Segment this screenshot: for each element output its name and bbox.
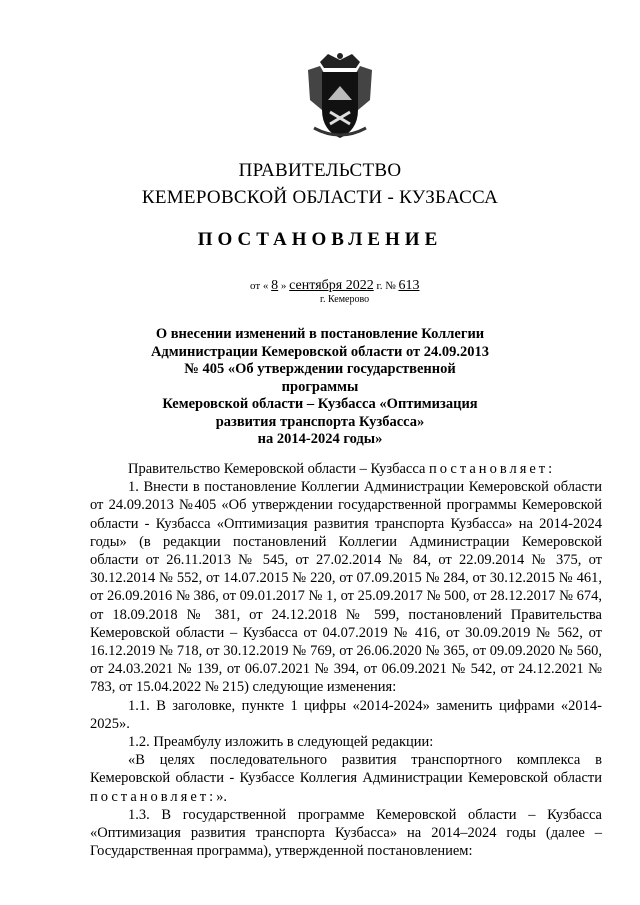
clause-1-2: 1.2. Преамбулу изложить в следующей редакции: — [128, 734, 434, 751]
clause-1-1: 1.1. В заголовке, пункте 1 цифры «2014-2024» заменить цифрами «2014-2025». — [90, 697, 602, 732]
document-type: ПОСТАНОВЛЕНИЕ — [197, 229, 443, 250]
document-month-year: сентября 2022 — [289, 278, 374, 293]
clause-1-3: 1.3. В государственной программе Кемеровской области – Кузбасса «Оптимизация развития транспорта Кузбасса» на 2014–2024 годы (далее – Государственная программа), утвержденной постановлением: — [90, 806, 602, 860]
document-dateline: от « 8 » сентября 2022 г. № 613 — [250, 278, 420, 293]
government-name-line1: ПРАВИТЕЛЬСТВО — [238, 160, 402, 181]
government-name-line2: КЕМЕРОВСКОЙ ОБЛАСТИ - КУЗБАССА — [141, 187, 499, 208]
clause-1: 1. Внести в постановление Коллегии Администрации Кемеровской области от 24.09.2013 №405 «Об утверждении государственной программы Кемеровской области - Кузбасса «Оптимизация развития транспорта Кузбасса» на 2014-2024 годы» (в редакции постановлений Коллегии Администрации Кемеровской области от 26.11.2013 № 545, от 27.02.2014 № 84, от 22.09.2014 № 375, от 30.12.2014 № 552, от 14.07.2015 № 220, от 07.09.2015 № 284, от 30.12.2015 № 461, от 26.09.2016 № 386, от 09.01.2017 № 1, от 25.09.2017 № 500, от 28.12.2017 № 674, от 18.09.2018 № 381, от 24.12.2018 № 599, постановлений Правительства Кемеровской области – Кузбасса от 04.07.2019 № 416, от 30.09.2019 № 562, от 16.12.2019 № 718, от 30.12.2019 № 769, от 26.06.2020 № 365, от 09.09.2020 № 560, от 24.03.2021 № 139, от 06.07.2021 № 394, от 06.09.2021 № 542, от 24.12.2021 № 783, от 15.04.2022 № 215) следующие изменения: — [90, 479, 602, 696]
document-day: 8 — [271, 278, 279, 293]
document-body — [90, 460, 602, 860]
document-city: г. Кемерово — [320, 294, 370, 305]
intro-paragraph: Правительство Кемеровской области – Кузбасса постановляет: — [128, 461, 556, 477]
document-title: О внесении изменений в постановление Коллегии Администрации Кемеровской области от 24.09.2013 № 405 «Об утверждении государственной программы Кемеровской области – Кузбасса «Оптимизация развития транспорта Кузбасса» на 2014-2024 годы» — [150, 326, 490, 447]
kuzbass-coat-of-arms-icon — [300, 50, 380, 142]
clause-1-2-quote: «В целях последовательного развития транспортного комплекса в Кемеровской области - Кузбассе Коллегия Администрации Кемеровской области постановляет:». — [90, 752, 602, 805]
document-number: 613 — [398, 278, 420, 293]
